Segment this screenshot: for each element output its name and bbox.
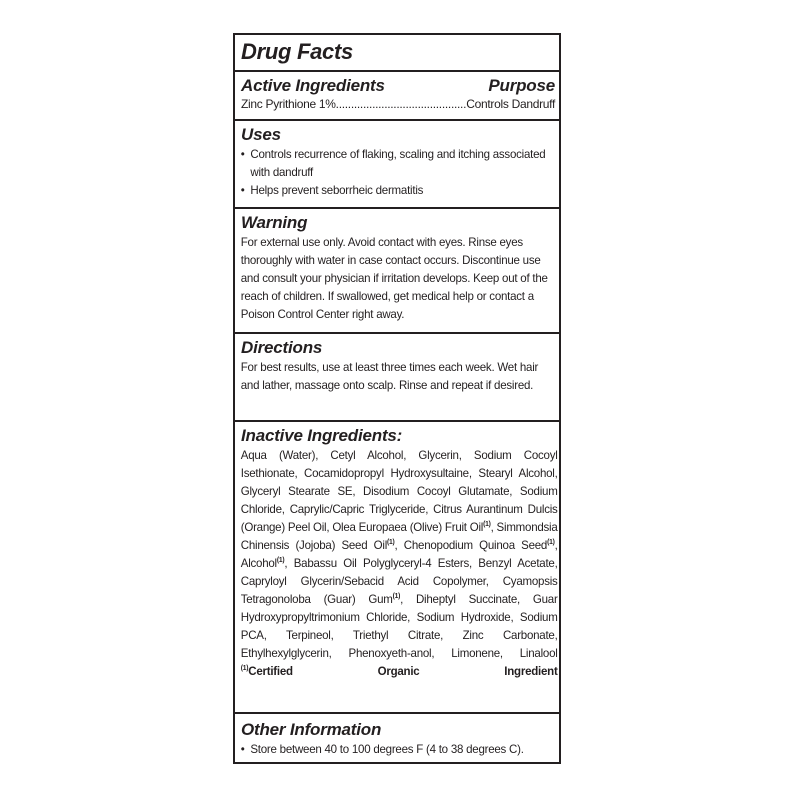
active-ingredients-header — [235, 72, 559, 96]
organic-marker: (1) — [392, 593, 401, 600]
inactive-text-part: , Babassu Oil Polyglyceryl-4 Esters, Benzyl Acetate, Capryloyl Glycerin/Sebacid Acid Copolymer, Cyamopsis Tetragonoloba (Guar) Gum — [240, 556, 558, 606]
warning-text: For external use only. Avoid contact with eyes. Rinse eyes thoroughly with water in case contact occurs. Discontinue use and consult your physician if irritation develops. Keep out of the reach of children. If swallowed, get medical help or contact a Poison Control Center right away. — [240, 235, 548, 321]
organic-footnote: Certified Organic Ingredient — [248, 664, 558, 678]
organic-marker: (1) — [483, 521, 491, 528]
uses-list — [235, 145, 563, 199]
uses-heading: Uses — [241, 125, 281, 144]
organic-marker: (1) — [547, 539, 555, 546]
inactive-text-part: , Diheptyl Succinate, Guar Hydroxypropyltrimonium Chloride, Sodium Hydroxide, Sodium PCA, Terpineol, Triethyl Citrate, Zinc Carbonate, Ethylhexylglycerin, Phenoxyeth-anol, Limonene, Linalool — [240, 592, 558, 660]
other-information-section — [235, 714, 559, 762]
drug-facts-panel — [233, 33, 561, 764]
active-ingredients-heading: Active Ingredients — [241, 76, 385, 95]
directions-text: For best results, use at least three times each week. Wet hair and lather, massage onto scalp. Rinse and repeat if desired. — [240, 360, 539, 392]
organic-marker: (1) — [387, 539, 395, 546]
purpose-heading: Purpose — [488, 76, 555, 95]
inactive-text-part: , Alcohol — [240, 538, 558, 570]
drug-facts-title: Drug Facts — [241, 39, 353, 64]
inactive-text-part: , Simmondsia Chinensis (Jojoba) Seed Oil — [240, 520, 558, 552]
leader-dots — [336, 96, 467, 112]
active-ingredient-purpose: Controls Dandruff — [466, 97, 555, 111]
uses-item: • Controls recurrence of flaking, scaling and itching associated with dandruff — [241, 145, 558, 181]
title-section — [235, 35, 559, 72]
active-ingredients-section — [235, 72, 559, 121]
organic-marker: (1) — [276, 557, 285, 564]
active-ingredient-row — [235, 96, 559, 112]
other-information-item: • Store between 40 to 100 degrees F (4 to 38 degrees C). — [241, 740, 558, 758]
warning-section — [235, 209, 559, 334]
inactive-text-part: , Chenopodium Quinoa Seed — [394, 538, 548, 552]
inactive-ingredients-text — [235, 446, 563, 680]
active-ingredient-name: Zinc Pyrithione 1% — [241, 97, 336, 111]
inactive-ingredients-section — [235, 422, 559, 714]
uses-section — [235, 121, 559, 209]
other-information-list — [235, 740, 563, 758]
organic-marker: (1) — [240, 665, 249, 672]
uses-item: • Helps prevent seborrheic dermatitis — [241, 181, 558, 199]
other-information-heading: Other Information — [241, 720, 382, 739]
directions-heading: Directions — [241, 338, 323, 357]
directions-section — [235, 334, 559, 422]
inactive-text-part: Aqua (Water), Cetyl Alcohol, Glycerin, Sodium Cocoyl Isethionate, Cocamidopropyl Hydroxysultaine, Stearyl Alcohol, Glyceryl Stearate SE, Disodium Cocoyl Glutamate, Sodium Chloride, Caprylic/Capric Triglyceride, Citrus Aurantinum Dulcis (Orange) Peel Oil, Olea Europaea (Olive) Fruit Oil — [240, 448, 558, 534]
inactive-ingredients-heading: Inactive Ingredients: — [241, 426, 403, 445]
warning-heading: Warning — [241, 213, 308, 232]
